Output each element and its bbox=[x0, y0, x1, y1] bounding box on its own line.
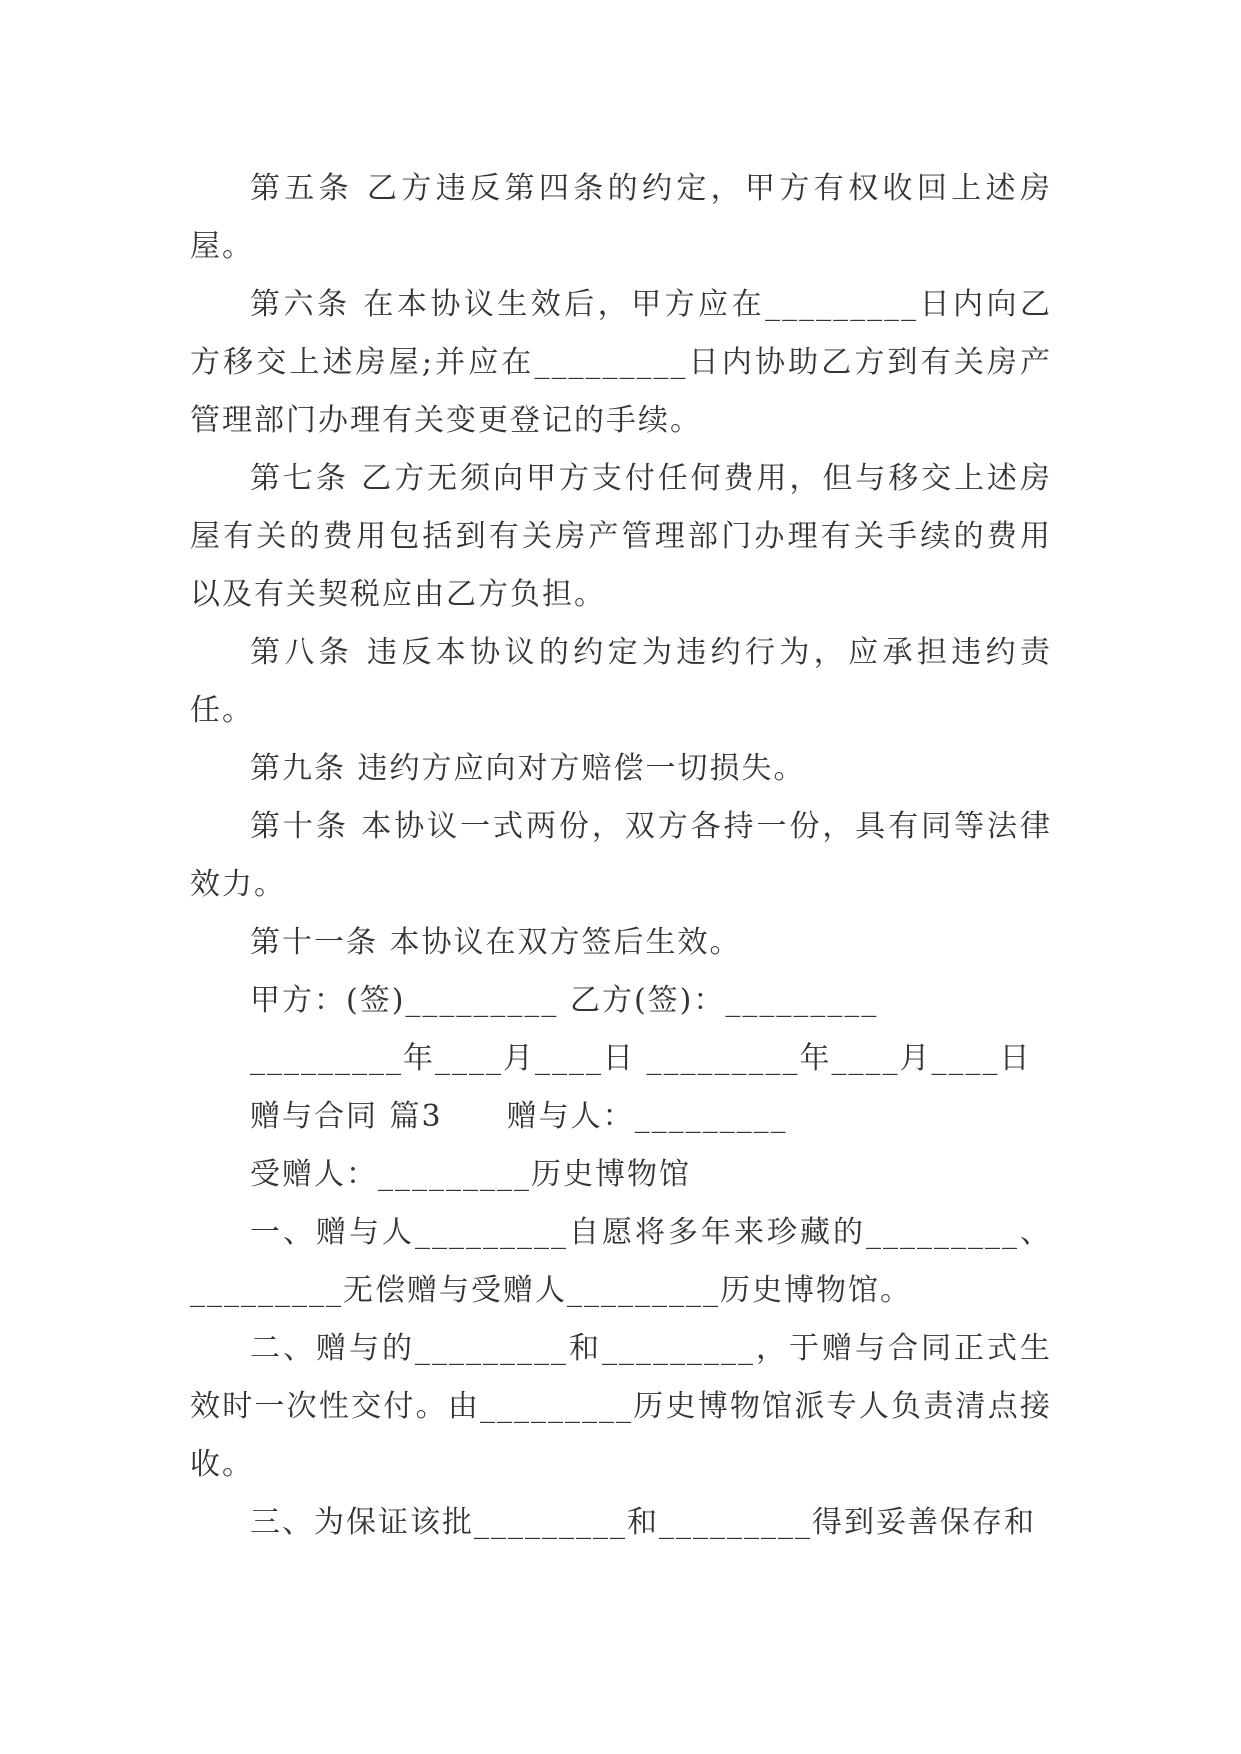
article-6: 第六条 在本协议生效后，甲方应在_________日内向乙方移交上述房屋;并应在_________日内协助乙方到有关房产管理部门办理有关变更登记的手续。 bbox=[190, 287, 1052, 438]
article-7: 第七条 乙方无须向甲方支付任何费用，但与移交上述房屋有关的费用包括到有关房产管理部门办理有关手续的费用以及有关契税应由乙方负担。 bbox=[190, 461, 1052, 612]
document-body bbox=[190, 160, 1052, 1552]
article-5: 第五条 乙方违反第四条的约定，甲方有权收回上述房屋。 bbox=[190, 171, 1052, 264]
clause-1: 一、赠与人_________自愿将多年来珍藏的_________、_________无偿赠与受赠人_________历史博物馆。 bbox=[190, 1215, 1052, 1308]
date-line: _________年____月____日 _________年____月____日 bbox=[250, 1041, 1032, 1076]
signature-line: 甲方：(签)_________ 乙方(签)：_________ bbox=[250, 983, 879, 1018]
article-10: 第十条 本协议一式两份，双方各持一份，具有同等法律效力。 bbox=[190, 809, 1052, 902]
clause-3: 三、为保证该批_________和_________得到妥善保存和 bbox=[250, 1505, 1036, 1540]
article-8: 第八条 违反本协议的约定为违约行为，应承担违约责任。 bbox=[190, 635, 1052, 728]
recipient-line: 受赠人：_________历史博物馆 bbox=[250, 1157, 691, 1192]
contract-3-heading: 赠与合同 篇3 赠与人：_________ bbox=[250, 1099, 788, 1134]
article-9: 第九条 违约方应向对方赔偿一切损失。 bbox=[250, 751, 806, 786]
clause-2: 二、赠与的_________和_________，于赠与合同正式生效时一次性交付。由_________历史博物馆派专人负责清点接收。 bbox=[190, 1331, 1052, 1482]
article-11: 第十一条 本协议在双方签后生效。 bbox=[250, 925, 742, 960]
